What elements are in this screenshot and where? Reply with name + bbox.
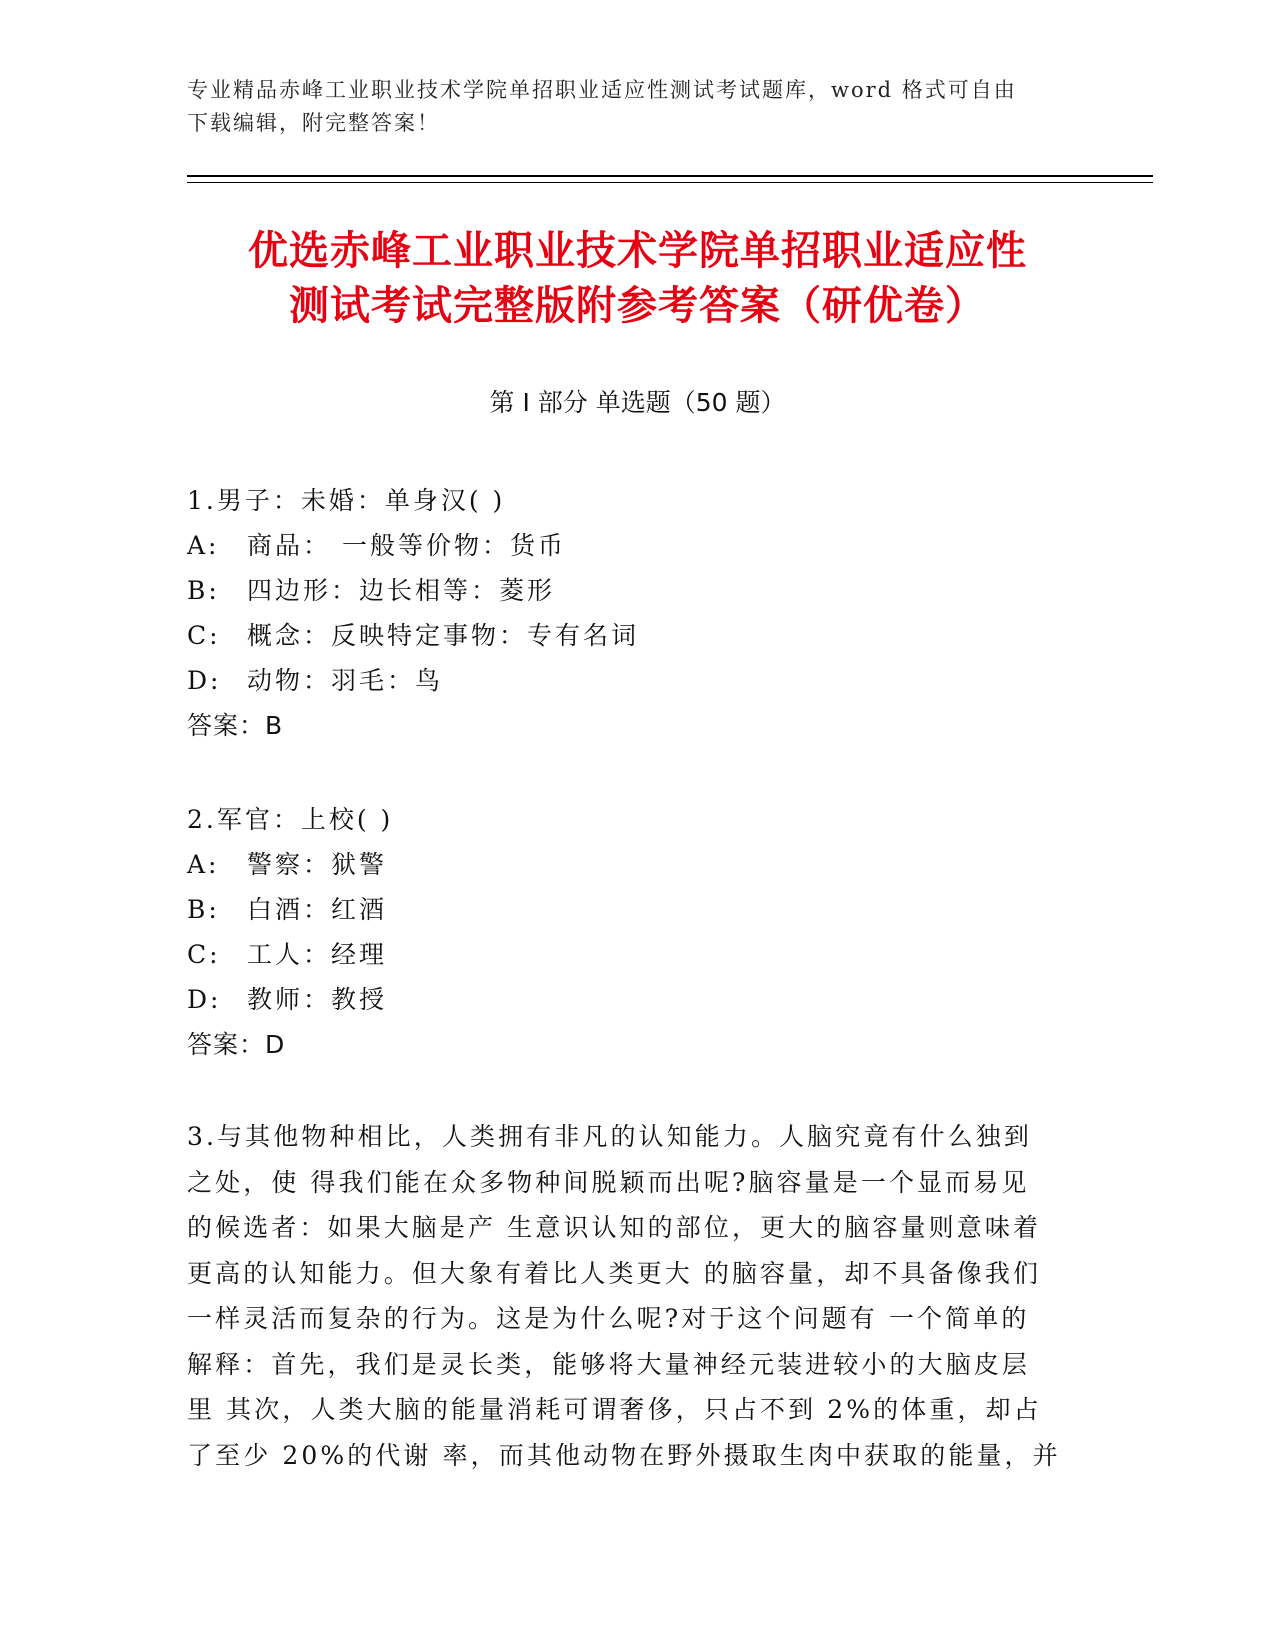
option-letter: C: [187,940,221,969]
option-c [187,932,1087,977]
option-letter: B: [187,576,220,605]
option-text: 概念：反映特定事物：专有名词 [247,621,640,650]
question-block [187,478,1087,748]
option-d [187,977,1087,1022]
option-text: 工人：经理 [247,940,388,969]
option-letter: D: [187,666,222,695]
option-letter: D: [187,985,222,1014]
paragraph-line: 里 其次，人类大脑的能量消耗可谓奢侈，只占不到 2%的体重，却占 [187,1395,1042,1424]
paragraph-line: 了至少 20%的代谢 率，而其他动物在野外摄取生肉中获取的能量，并 [187,1440,1061,1470]
question-stem: 2.军官：上校( ) [187,805,394,834]
header-rule-thick [187,175,1153,177]
document-title [150,224,1125,334]
paragraph-line: 之处，使 得我们能在众多物种间脱颖而出呢?脑容量是一个显而易见 [187,1167,1030,1197]
paragraph-line: 解释：首先，我们是灵长类，能够将大量神经元装进较小的大脑皮层 [187,1349,1031,1379]
option-a [187,523,1087,568]
option-a [187,842,1087,887]
option-letter: A: [187,531,220,560]
section-title: 第 I 部分 单选题（50 题） [489,388,786,417]
paragraph-line: 的候选者：如果大脑是产 生意识认知的部位，更大的脑容量则意味着 [187,1213,1042,1242]
option-d [187,658,1087,703]
option-text: 白酒：红酒 [247,895,388,924]
option-letter: C: [187,621,221,650]
paragraph-line: 3.与其他物种相比，人类拥有非凡的认知能力。人脑究竟有什么独到 [187,1122,1032,1151]
option-letter: A: [187,850,220,879]
option-letter: B: [187,895,220,924]
answer-line: 答案：B [187,711,284,740]
header-note-line: 下载编辑，附完整答案！ [187,111,440,135]
header-note-line: 专业精品赤峰工业职业技术学院单招职业适应性测试考试题库，word 格式可自由 [187,78,1017,102]
option-text: 警察：狱警 [247,850,388,879]
header-rule-thin [187,182,1153,183]
title-line: 优选赤峰工业职业技术学院单招职业适应性 [248,228,1027,274]
option-text: 商品： 一般等价物：货币 [247,531,566,560]
option-text: 教师：教授 [247,985,388,1014]
option-text: 动物：羽毛：鸟 [247,666,444,695]
option-b [187,887,1087,932]
option-text: 四边形：边长相等：菱形 [247,576,556,605]
title-line: 测试考试完整版附参考答案（研优卷） [289,283,986,329]
paragraph-line: 更高的认知能力。但大象有着比人类更大 的脑容量，却不具备像我们 [187,1258,1042,1288]
question-block [187,797,1087,1067]
question-stem: 1.男子：未婚：单身汉( ) [187,486,506,515]
answer-line: 答案：D [187,1030,286,1059]
option-c [187,613,1087,658]
question-block [187,1114,1087,1478]
header-note [187,74,1067,140]
option-b [187,568,1087,613]
paragraph-line: 一样灵活而复杂的行为。这是为什么呢?对于这个问题有 一个简单的 [187,1304,1030,1333]
